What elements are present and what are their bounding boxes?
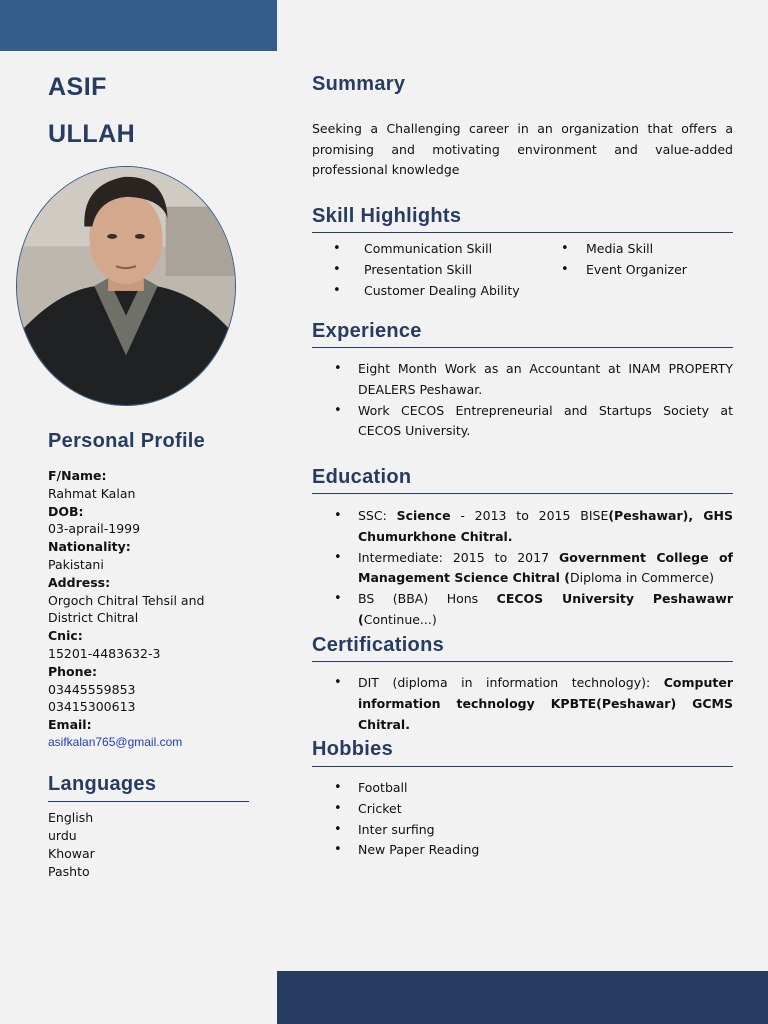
phone-label: Phone: bbox=[48, 663, 98, 679]
education-item-ssc bbox=[312, 506, 733, 548]
bs-label: BS (BBA) Hons bbox=[358, 591, 497, 607]
certifications-list bbox=[312, 673, 733, 735]
hobbies-list bbox=[312, 778, 733, 861]
languages-divider bbox=[48, 801, 249, 802]
profile-photo bbox=[16, 166, 236, 406]
bottom-accent-bar bbox=[277, 971, 768, 1024]
fname-value: Rahmat Kalan bbox=[48, 485, 136, 501]
experience-divider bbox=[312, 347, 733, 348]
first-name: ASIF bbox=[48, 73, 107, 101]
personal-profile-details bbox=[48, 467, 248, 752]
language-item: Khowar bbox=[48, 846, 95, 861]
experience-heading: Experience bbox=[312, 320, 422, 342]
skills-list-right bbox=[540, 239, 730, 281]
skill-item: • Media Skill bbox=[540, 239, 730, 260]
hobby-item: • Football bbox=[312, 778, 733, 799]
hobby-item: • New Paper Reading bbox=[312, 840, 733, 861]
fname-label: F/Name: bbox=[48, 468, 107, 483]
email-link[interactable]: asifkalan765@gmail.com bbox=[48, 734, 183, 749]
skills-heading: Skill Highlights bbox=[312, 205, 462, 227]
languages-list bbox=[48, 809, 95, 881]
education-divider bbox=[312, 493, 733, 494]
dob-label: DOB: bbox=[48, 503, 84, 519]
intermediate-diploma: Diploma in Commerce) bbox=[569, 570, 715, 586]
certification-item bbox=[312, 673, 733, 735]
cnic-value: 15201-4483632-3 bbox=[48, 645, 161, 661]
phone-value-1: 03445559853 bbox=[48, 681, 136, 697]
ssc-label: SSC: bbox=[358, 508, 397, 523]
intermediate-label: Intermediate: 2015 to 2017 bbox=[358, 549, 560, 565]
hobby-item: • Inter surfing bbox=[312, 820, 733, 841]
skills-divider bbox=[312, 232, 733, 233]
skills-list-left bbox=[312, 239, 542, 301]
languages-heading: Languages bbox=[48, 773, 157, 795]
personal-profile-heading: Personal Profile bbox=[48, 430, 206, 452]
email-label: Email: bbox=[48, 717, 92, 733]
education-item-bs bbox=[312, 589, 733, 631]
intermediate-college: Government College of Management Science Chitral ( bbox=[358, 549, 733, 586]
address-label: Address: bbox=[48, 574, 111, 590]
language-item: Pashto bbox=[48, 864, 90, 879]
last-name: ULLAH bbox=[48, 120, 136, 148]
experience-item: • Work CECOS Entrepreneurial and Startups Society at CECOS University. bbox=[312, 401, 733, 443]
hobbies-heading: Hobbies bbox=[312, 738, 393, 760]
education-list bbox=[312, 506, 733, 631]
hobbies-divider bbox=[312, 766, 733, 767]
education-item-intermediate bbox=[312, 548, 733, 590]
address-value: Orgoch Chitral Tehsil and District Chitral bbox=[48, 592, 205, 626]
summary-heading: Summary bbox=[312, 73, 406, 95]
cnic-label: Cnic: bbox=[48, 628, 83, 644]
phone-value-2: 03415300613 bbox=[48, 699, 136, 715]
nationality-value: Pakistani bbox=[48, 556, 104, 572]
bs-status: Continue...) bbox=[363, 611, 437, 627]
certification-detail: Computer information technology KPBTE(Peshawar) GCMS Chitral. bbox=[358, 675, 733, 732]
experience-list bbox=[312, 359, 733, 442]
education-heading: Education bbox=[312, 466, 412, 488]
experience-item: • Eight Month Work as an Accountant at INAM PROPERTY DEALERS Peshawar. bbox=[312, 359, 733, 401]
certification-prefix: DIT (diploma in information technology): bbox=[358, 675, 664, 690]
summary-text: Seeking a Challenging career in an organization that offers a promising and motivating environment and value-added professional knowledge bbox=[312, 121, 733, 177]
bs-university: CECOS University Peshawawr ( bbox=[358, 591, 733, 627]
ssc-stream: Science bbox=[396, 508, 451, 523]
ssc-school: (Peshawar), GHS Chumurkhone Chitral. bbox=[358, 508, 733, 544]
hobby-item: • Cricket bbox=[312, 799, 733, 820]
certifications-divider bbox=[312, 661, 733, 662]
skill-item: • Presentation Skill bbox=[312, 260, 542, 281]
skill-item: • Communication Skill bbox=[312, 239, 542, 260]
ssc-years: - 2013 to 2015 BISE bbox=[450, 508, 609, 523]
certifications-heading: Certifications bbox=[312, 634, 445, 656]
language-item: English bbox=[48, 810, 94, 825]
top-accent-bar bbox=[0, 0, 277, 51]
dob-value: 03-aprail-1999 bbox=[48, 521, 141, 537]
language-item: urdu bbox=[48, 828, 77, 843]
skill-item: • Customer Dealing Ability bbox=[312, 281, 542, 302]
nationality-label: Nationality: bbox=[48, 539, 131, 555]
skill-item: • Event Organizer bbox=[540, 260, 730, 281]
